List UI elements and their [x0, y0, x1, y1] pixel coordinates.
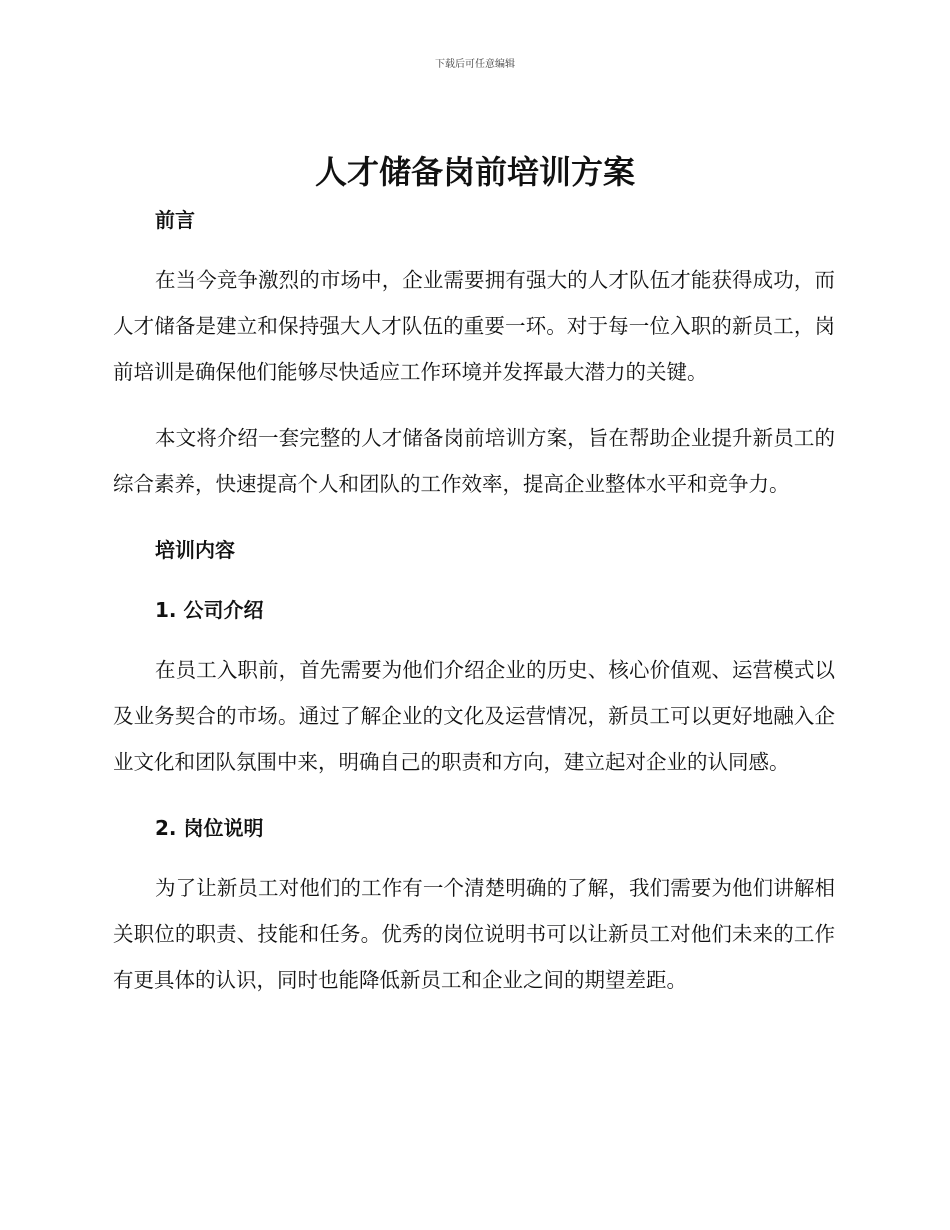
item-1-paragraph: 在员工入职前，首先需要为他们介绍企业的历史、核心价值观、运营模式以及业务契合的市场。通过了解企业的文化及运营情况，新员工可以更好地融入企业文化和团队氛围中来，明确自己的职责和方向，建立起对企业的认同感。 [113, 658, 835, 774]
document-body [113, 203, 835, 1003]
item-2-paragraph: 为了让新员工对他们的工作有一个清楚明确的了解，我们需要为他们讲解相关职位的职责、技能和任务。优秀的岗位说明书可以让新员工对他们未来的工作有更具体的认识，同时也能降低新员工和企业之间的期望差距。 [113, 876, 835, 992]
header-note: 下载后可任意编辑 [435, 59, 515, 70]
training-content-heading: 培训内容 [155, 538, 235, 562]
document-title: 人才储备岗前培训方案 [314, 153, 635, 191]
preface-paragraph-1: 在当今竞争激烈的市场中，企业需要拥有强大的人才队伍才能获得成功，而人才储备是建立和保持强大人才队伍的重要一环。对于每一位入职的新员工，岗前培训是确保他们能够尽快适应工作环境并发挥最大潜力的关键。 [113, 268, 835, 384]
preface-heading: 前言 [155, 208, 195, 232]
item-1-heading: 1. 公司介绍 [155, 598, 264, 622]
preface-paragraph-2: 本文将介绍一套完整的人才储备岗前培训方案，旨在帮助企业提升新员工的综合素养，快速提高个人和团队的工作效率，提高企业整体水平和竞争力。 [113, 426, 835, 496]
item-2-heading: 2. 岗位说明 [155, 816, 264, 840]
